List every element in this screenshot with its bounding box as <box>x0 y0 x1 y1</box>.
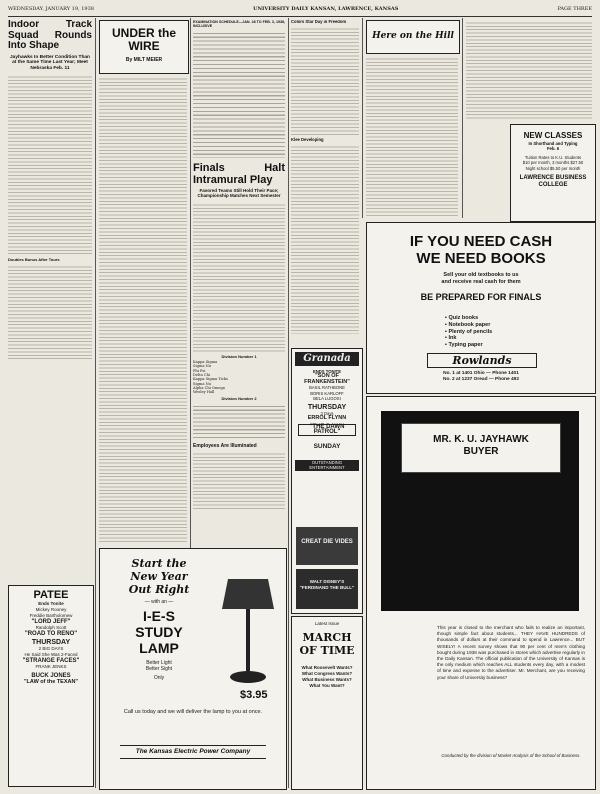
cash-line: BE PREPARED FOR FINALS <box>420 292 542 302</box>
under-the-wire-heading <box>99 20 189 74</box>
standings-team: Delta Chi <box>193 372 211 377</box>
lamp-price: $3.95 <box>240 689 268 701</box>
column-6 <box>466 20 592 120</box>
article-body <box>193 451 285 511</box>
rowlands-books-ad <box>366 222 596 394</box>
article-body <box>8 264 92 360</box>
track-deck: Jayhawks In Better Condition Than at the Same Time Last Year; Meet Nebraska Feb. 11 <box>10 54 90 71</box>
masthead-title: UNIVERSITY DAILY KANSAN, LAWRENCE, KANSAS <box>253 6 399 12</box>
standings-team: Kappa Sigma <box>193 360 218 365</box>
standings-list <box>193 360 285 394</box>
lamp-line: LAMP <box>139 640 179 656</box>
granada-line: WALT DISNEY'S "FERDINAND THE BULL" <box>299 579 355 590</box>
patee-line: Ends Tonite <box>38 601 64 606</box>
article-body <box>291 144 359 334</box>
article-body <box>366 56 458 218</box>
granada-line: BELA LUGOSI <box>313 396 341 402</box>
granada-line: 3 Days <box>320 410 334 416</box>
lamp-ad <box>99 548 287 790</box>
patee-line: Freddie Bartholomew <box>29 613 73 618</box>
jayhawk-buyer-ad <box>366 396 596 790</box>
supplies-list <box>445 315 492 349</box>
march-line: What Roosevelt Wants? <box>301 665 353 670</box>
lamp-icon <box>218 559 278 689</box>
jayhawk-buyer-illustration <box>381 411 579 611</box>
business-college-ad <box>510 124 596 222</box>
freedom-headline: Colors Star Day in Freedom <box>291 20 347 24</box>
standings-team: Wesley Hall <box>193 390 215 395</box>
granada-line: ERROL FLYNN <box>307 415 347 422</box>
buyer-credit: Conducted by the division of Market Analysis of the School of Business. <box>441 753 581 758</box>
store-address: No. 2 at 1237 Oread — Phone 492 <box>443 377 519 382</box>
standings-team: Phi Psi <box>193 368 206 373</box>
lamp-line: Call us today and we will deliver the lamp to you at once. <box>123 709 263 715</box>
schedule-title: EXAMINATION SCHEDULE—JAN. 28 TO FEB. 3, 1938, INCLUSIVE <box>193 20 285 29</box>
here-on-the-hill-heading <box>366 20 460 54</box>
masthead-page: PAGE THREE <box>557 6 592 12</box>
buyer-title-panel <box>401 423 561 473</box>
hill-title: Here on the Hill <box>372 31 454 41</box>
lamp-line: — with an — <box>144 599 174 605</box>
employees-headline: Employees Are Illuminated <box>193 442 257 449</box>
standings-title: Division Number 2 <box>221 396 257 402</box>
buyer-title: MR. K. U. JAYHAWK <box>433 434 529 445</box>
granada-line: "THE DAWN PATROL" <box>298 424 356 437</box>
under-wire-byline: By MILT MEIER <box>125 57 163 63</box>
patee-line: "ROAD TO RENO" <box>24 631 78 637</box>
column-3 <box>193 162 285 542</box>
cash-line: and receive real cash for them <box>441 279 521 285</box>
masthead <box>8 6 592 17</box>
under-wire-title: UNDER the WIRE <box>111 26 176 53</box>
patee-theatre-ad <box>8 585 94 787</box>
supply-item: ▪ Notebook paper <box>445 321 491 328</box>
patee-line: "LORD JEFF" <box>31 619 71 625</box>
supply-item: ▪ Typing paper <box>445 342 483 349</box>
lamp-line: Better Light <box>146 660 172 666</box>
intramural-headline: Finals Halt Intramural Play <box>193 162 285 186</box>
business-line: Night school $5.50 per month <box>525 165 581 171</box>
patee-line: "STRANGE FACES" <box>22 658 80 664</box>
intramural-deck: Favored Teams Still Hold Their Pace; Championship Matches Next Semester <box>197 188 281 199</box>
patee-line: Randolph Scott <box>35 625 67 630</box>
cash-line: IF YOU NEED CASH <box>409 233 553 250</box>
granada-line: BASIL RATHBONE <box>309 385 345 391</box>
column-2 <box>99 76 187 544</box>
march-line: Latest Issue <box>314 621 340 626</box>
cash-line: WE NEED BOOKS <box>416 250 546 267</box>
column-rule <box>462 18 463 218</box>
business-line: NEW CLASSES <box>523 131 583 140</box>
rowlands-logo: Rowlands <box>427 353 537 368</box>
supply-item: ▪ Ink <box>445 335 457 342</box>
lamp-line: I-E-S <box>143 608 175 624</box>
track-headline: Indoor Track Squad Rounds Into Shape <box>8 20 92 51</box>
store-address: No. 1 at 1401 Ohio — Phone 1401 <box>443 371 519 376</box>
standings-team: Sigma Nu <box>193 364 212 369</box>
buyer-text: This year is closed to the merchant who fails to realize an important, though simple fact about students... THEY HAVE HUNDREDS of thousands of dollars at their command to spend in Lawrence... BUT WISELY! A recent survey shows that 90 per cent of men's clothing bought during 1938 was purchased in stores which advertise regularly in the Daily Kansan. The official publication of the University of Kansas is the only medium which reaches ALL students every day, with a modest of time and expense to the advertiser. Mr. Merchant, are you receiving your share of University business? <box>437 625 585 680</box>
lamp-line: New Year <box>130 570 188 583</box>
article-body <box>291 26 359 136</box>
standings-title: Division Number 1 <box>221 353 257 359</box>
patee-line: FRANK JENKS <box>35 664 67 669</box>
granada-title: Granada <box>295 352 359 366</box>
schedule-table <box>193 30 285 158</box>
standings-team: Sigma Nu <box>193 381 212 386</box>
business-line: $10 per month, 3 months $27.50 <box>522 160 584 166</box>
buyer-subtitle: BUYER <box>463 446 499 457</box>
infobox-title: Doubles Bonus After Tours <box>8 257 60 263</box>
granada-theatre-ad <box>291 348 363 614</box>
column-5 <box>366 56 458 218</box>
patee-line: BUCK JONES <box>31 673 71 679</box>
business-line: Feb. 6 <box>546 146 560 152</box>
march-title: MARCH OF TIME <box>299 631 355 657</box>
supply-item: ▪ Plenty of pencils <box>445 328 493 335</box>
article-body <box>99 76 187 544</box>
article-body <box>8 74 92 254</box>
column-rule <box>95 18 96 788</box>
lamp-line: Only <box>153 675 165 681</box>
cash-line: Sell your old textbooks to us <box>443 272 519 278</box>
supply-item: ▪ Quiz books <box>445 315 479 321</box>
patee-line: THURSDAY <box>31 639 71 646</box>
granada-line: ENDS TONITE <box>312 369 342 374</box>
granada-line: CREAT DIE VIDES <box>301 539 353 545</box>
business-line: Tuition Rates to K.U. Students <box>524 154 582 160</box>
column-rule <box>288 18 289 788</box>
standings-list <box>193 403 285 441</box>
granada-line: SUNDAY <box>313 443 341 451</box>
column-1 <box>8 20 92 580</box>
patee-line: 2 BIG DAYS <box>38 646 64 651</box>
granada-line: BORIS KARLOFF <box>310 390 344 396</box>
exam-schedule <box>193 20 285 160</box>
granada-line: THURSDAY <box>307 404 347 412</box>
patee-line: "LAW of the TEXAN" <box>23 679 79 685</box>
granada-line: "SON OF FRANKENSTEIN" <box>304 373 350 385</box>
march-line: What Congress Wants? <box>301 671 353 676</box>
march-line: What You Want? <box>309 683 345 688</box>
article-body <box>193 202 285 352</box>
march-line: What Business Wants? <box>302 677 352 682</box>
lamp-line: Better Sight <box>145 666 173 672</box>
disney-image <box>296 569 358 609</box>
standings-team: Kappa Sigma Ticks <box>193 377 228 382</box>
granada-line: OUTSTANDING ENTERTAINMENT <box>295 460 359 471</box>
patee-line: Mickey Rooney <box>35 607 67 612</box>
patee-line: He Said She Was 2-Faced <box>24 652 78 657</box>
column-4 <box>291 20 359 350</box>
march-of-time-ad <box>291 616 363 790</box>
masthead-date: WEDNESDAY, JANUARY 19, 1938 <box>8 6 94 12</box>
article-body <box>466 20 592 120</box>
film-still-image <box>296 527 358 565</box>
column-rule <box>362 18 363 218</box>
lamp-line: STUDY <box>135 624 183 640</box>
lamp-line: Out Right <box>128 583 190 596</box>
business-line: LAWRENCE BUSINESS COLLEGE <box>519 175 587 189</box>
lamp-company: The Kansas Electric Power Company <box>120 745 266 759</box>
patee-title: PATEE <box>33 589 69 601</box>
klee-headline: Klee Developing <box>291 137 324 143</box>
lamp-line: Start the <box>131 557 187 570</box>
business-line: In Shorthand and Typing <box>528 141 578 146</box>
standings-team: Alpha Chi Omega <box>193 385 225 390</box>
